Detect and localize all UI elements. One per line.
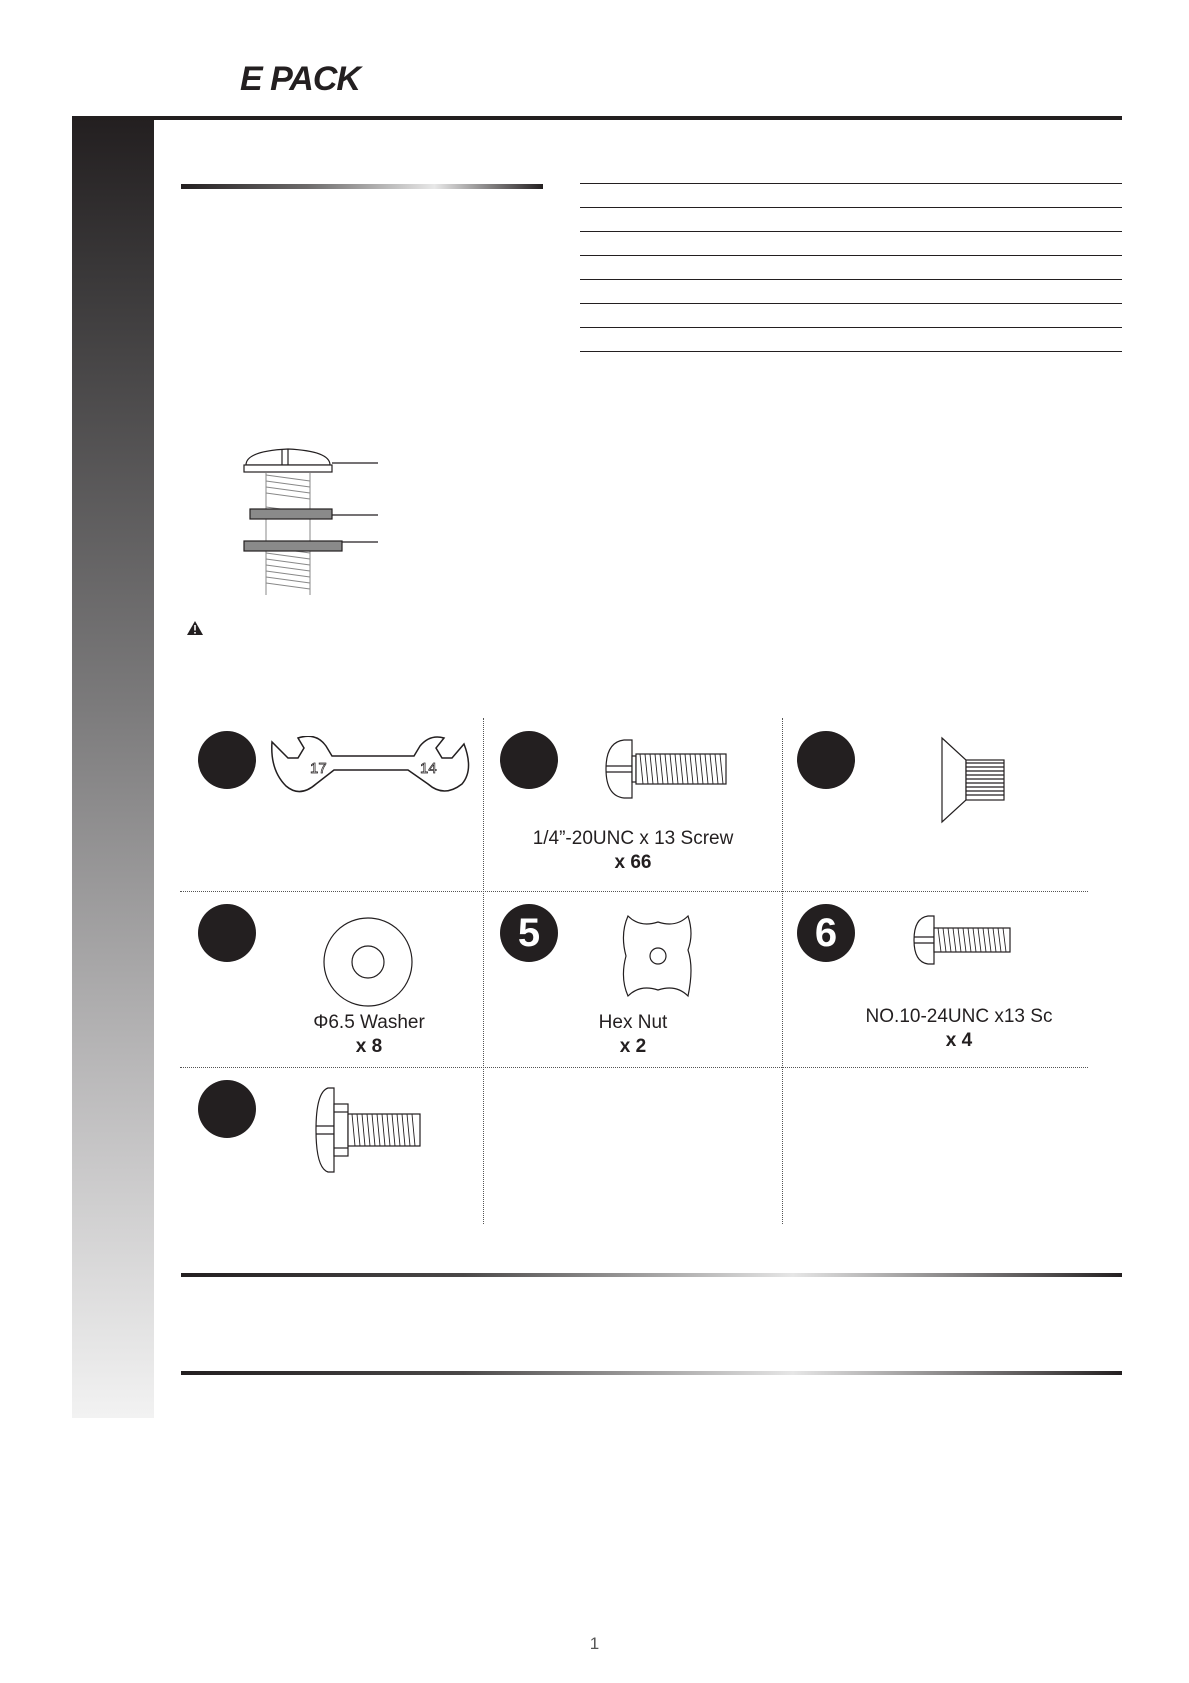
table-rule: [580, 231, 1122, 232]
wrench-size-a: 17: [310, 760, 327, 777]
washer-icon: [322, 916, 414, 1008]
part-number-badge: [198, 904, 256, 962]
screw-assembly-diagram: [240, 445, 380, 605]
part-quantity: x 66: [614, 852, 652, 873]
table-rule: [580, 255, 1122, 256]
side-gradient-band: [72, 118, 154, 1418]
part-name: NO.10-24UNC x13 Sc: [865, 1006, 1053, 1027]
table-rule: [580, 351, 1122, 352]
grid-divider: [180, 1067, 1088, 1068]
part-quantity: x 8: [355, 1036, 383, 1057]
part-number-badge: [500, 731, 558, 789]
part-number-badge: [797, 731, 855, 789]
countersunk-screw-icon: [940, 736, 1008, 824]
page-title: E PACK: [240, 60, 360, 98]
table-rule: [580, 303, 1122, 304]
part-name: 1/4”-20UNC x 13 Screw: [532, 828, 734, 849]
table-rule: [580, 183, 1122, 184]
part-name: Hex Nut: [598, 1012, 668, 1033]
grid-divider: [782, 718, 783, 1224]
header-rule: [72, 116, 1122, 120]
table-rule: [580, 279, 1122, 280]
part-number-badge: 6: [797, 904, 855, 962]
star-knob-nut-icon: [616, 912, 700, 1000]
section-rule: [181, 184, 543, 189]
part-quantity: x 2: [619, 1036, 647, 1057]
wrench-size-b: 14: [420, 760, 437, 777]
wrench-icon: [268, 736, 473, 804]
section-rule: [181, 1273, 1122, 1277]
pan-head-screw-icon: [604, 738, 730, 800]
small-screw-icon: [912, 914, 1012, 966]
table-rule: [580, 327, 1122, 328]
part-number-badge: [198, 731, 256, 789]
section-rule: [181, 1371, 1122, 1375]
part-number-badge: 5: [500, 904, 558, 962]
warning-triangle-icon: [186, 620, 204, 636]
shoulder-screw-icon: [314, 1086, 424, 1174]
grid-divider: [483, 718, 484, 1224]
grid-divider: [180, 891, 1088, 892]
part-quantity: x 4: [945, 1030, 973, 1051]
page-number: 1: [589, 1634, 600, 1653]
part-number-badge: [198, 1080, 256, 1138]
part-name: Φ6.5 Washer: [313, 1012, 425, 1033]
table-rule: [580, 207, 1122, 208]
